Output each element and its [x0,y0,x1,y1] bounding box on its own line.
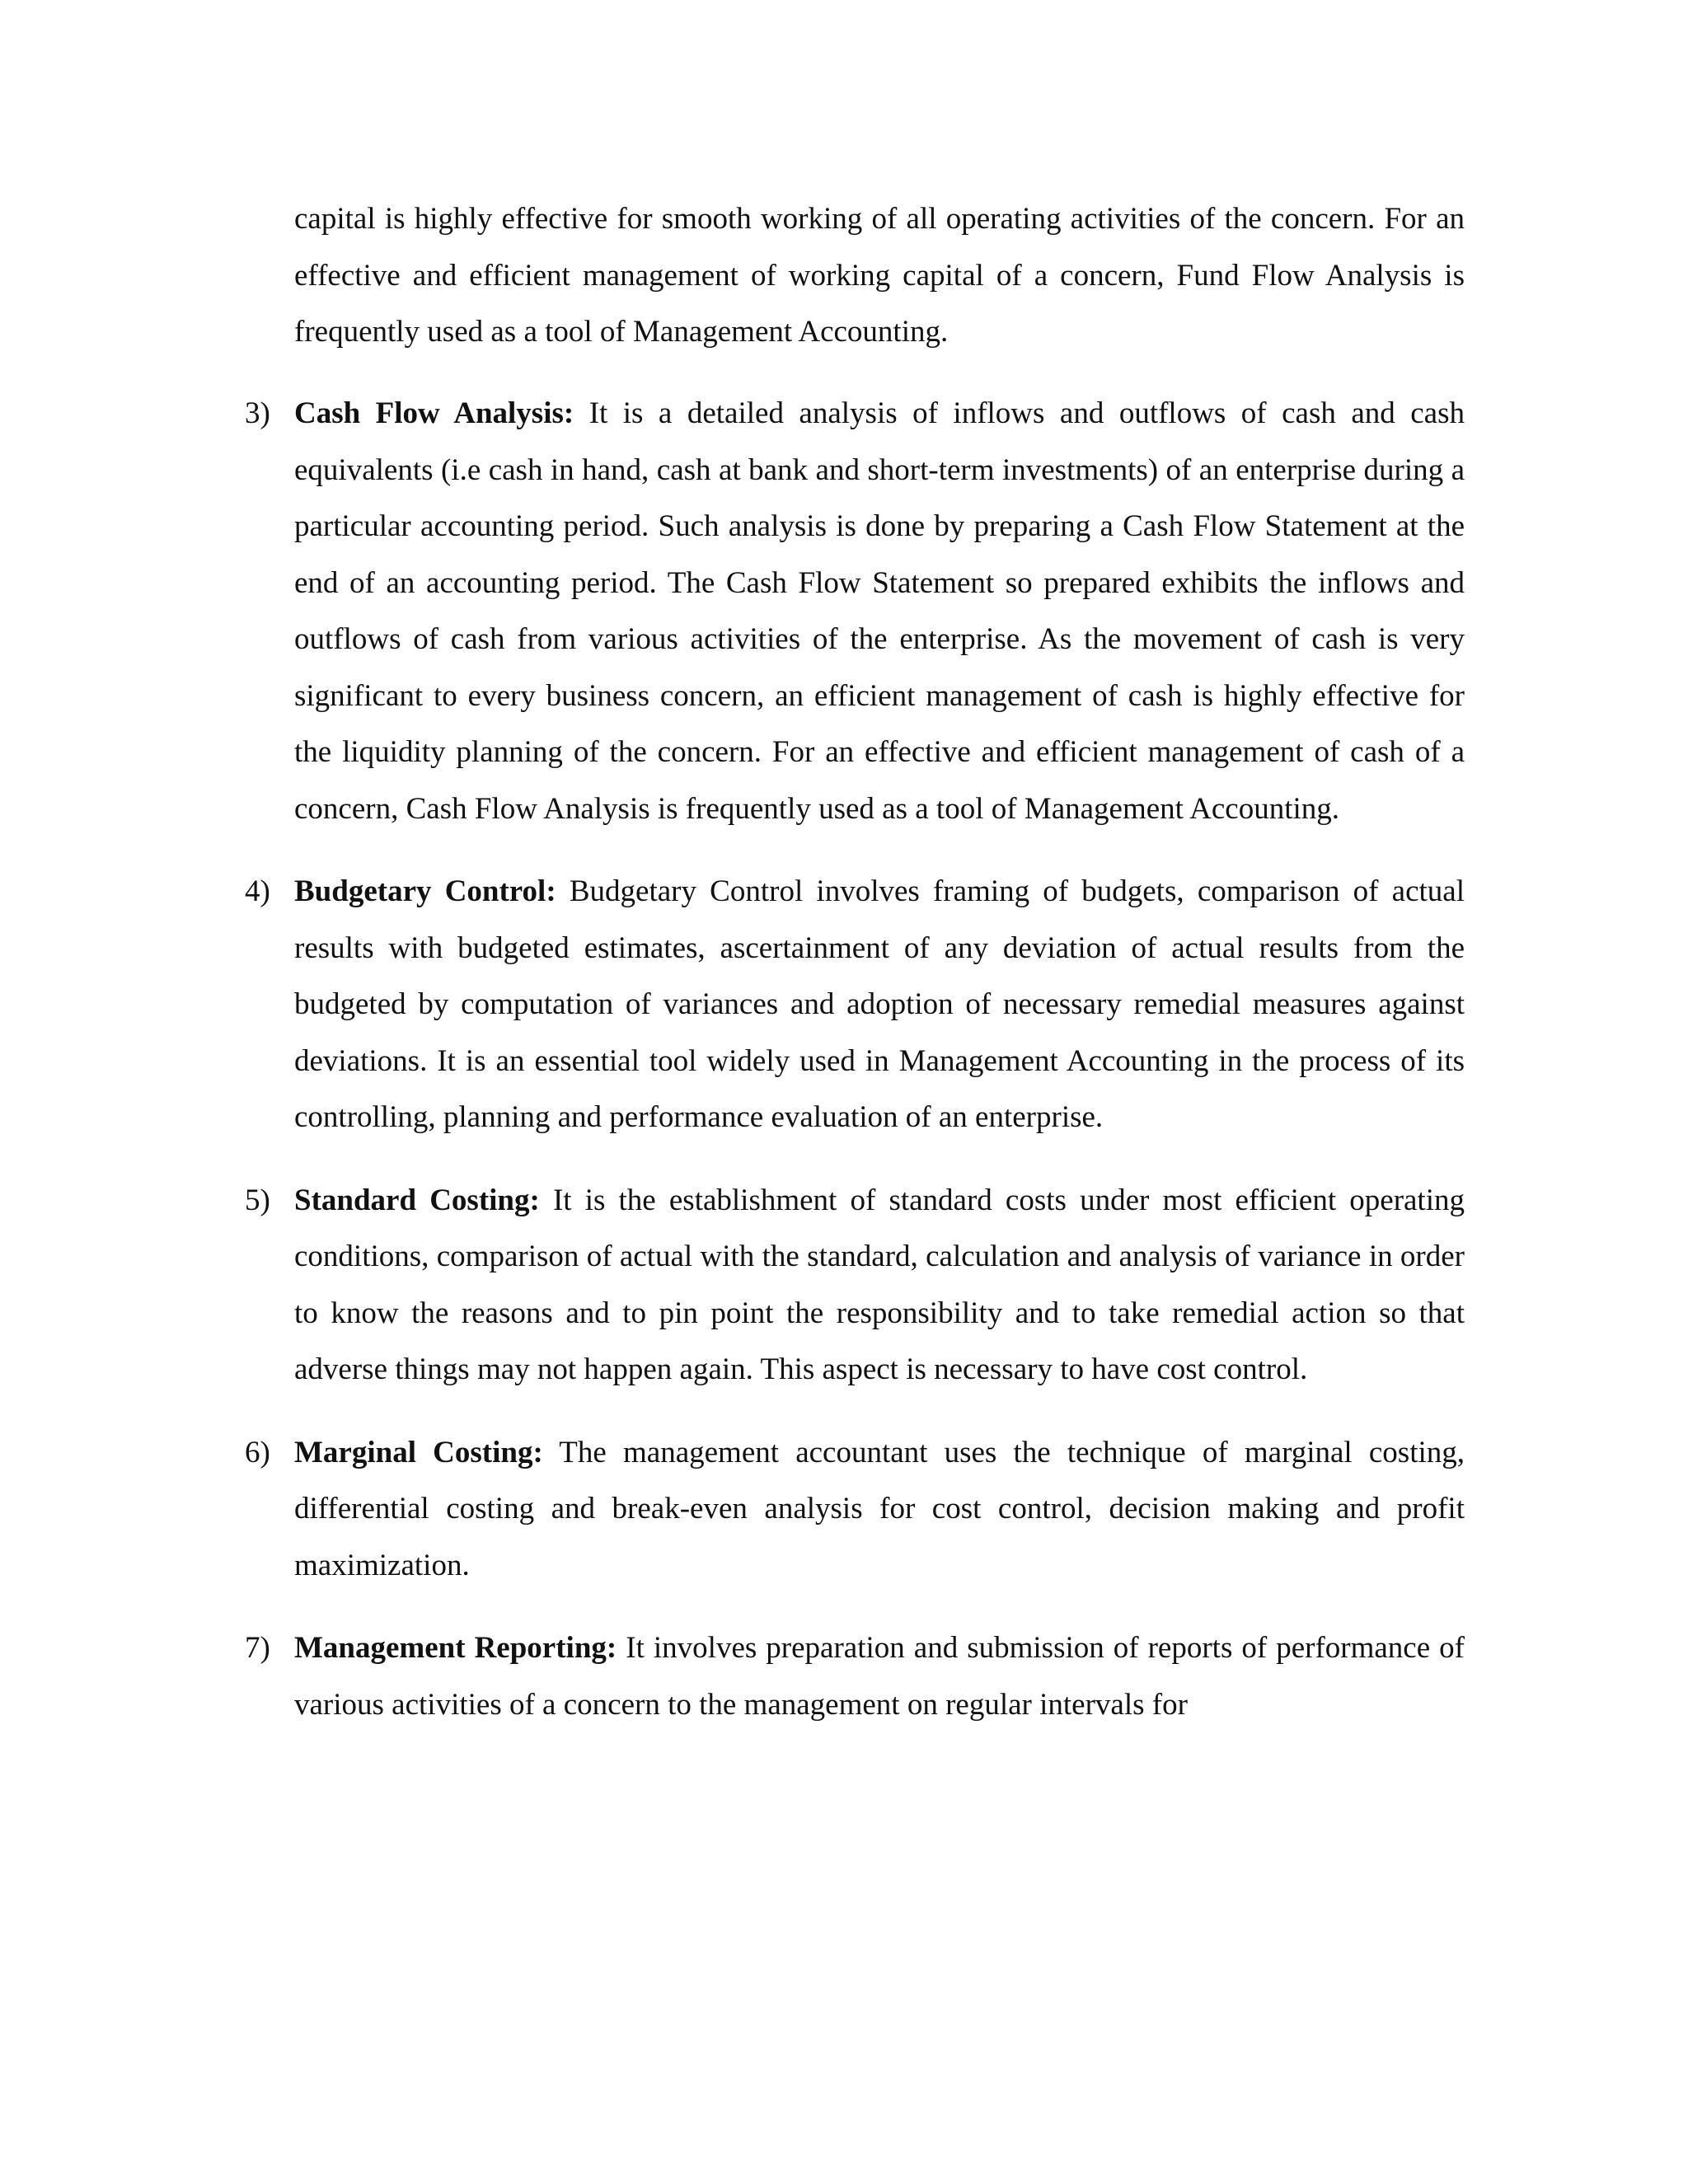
item-heading: Budgetary Control: [294,874,556,908]
item-number: 3) [245,396,270,430]
item-heading: Cash Flow Analysis: [294,396,574,430]
item-text: It is a detailed analysis of inflows and outflows of cash and cash equivalents (i.e cash in hand, cash at bank and short-term investments) of an enterprise during a particular accounting period. Such analysis is done by preparing a Cash Flow Statement at the end of an accounting period. The Cash Flow Statement so prepared exhibits the inflows and outflows of cash from various activities of the enterprise. As the movement of cash is very significant to every business concern, an efficient management of cash is highly effective for the liquidity planning of the concern. For an effective and efficient management of cash of a concern, Cash Flow Analysis is frequently used as a tool of Management Accounting. [294,396,1465,826]
continuation-paragraph: capital is highly effective for smooth working of all operating activities of the concern. For an effective and efficient management of working capital of a concern, Fund Flow Analysis is frequently used as a tool of Management Accounting. [294,202,1465,349]
list-item-marginal-costing [0,1425,1688,1595]
item-body [294,864,1465,1146]
item-text: It involves preparation and submission of reports of performance of various activities of a concern to the management on regular intervals for [294,1631,1465,1722]
item-heading: Marginal Costing: [294,1435,543,1469]
list-item-management-reporting [0,1620,1688,1733]
item-body [294,1425,1465,1595]
numbered-list [0,386,1688,1760]
list-item-cash-flow-analysis [0,386,1688,837]
item-body [294,1620,1465,1733]
item-number: 6) [245,1435,270,1469]
item-heading: Standard Costing: [294,1183,540,1217]
item-number: 5) [245,1183,270,1217]
item-text: Budgetary Control involves framing of budgets, comparison of actual results with budgeted estimates, ascertainment of any deviation of actual results from the budgeted by computation of variances and adoption of necessary remedial measures against deviations. It is an essential tool widely used in Management Accounting in the process of its controlling, planning and performance evaluation of an enterprise. [294,874,1465,1134]
item-text: It is the establishment of standard costs under most efficient operating conditions, comparison of actual with the standard, calculation and analysis of variance in order to know the reasons and to pin point the responsibility and to take remedial action so that adverse things may not happen again. This aspect is necessary to have cost control. [294,1183,1465,1386]
list-item-budgetary-control [0,864,1688,1146]
item-body [294,386,1465,837]
item-heading: Management Reporting: [294,1631,617,1665]
item-body [294,1173,1465,1399]
item-text: The management accountant uses the technique of marginal costing, differential costing and break-even analysis for cost control, decision making and profit maximization. [294,1435,1465,1582]
list-item-standard-costing [0,1173,1688,1399]
item-number: 4) [245,874,270,908]
item-number: 7) [245,1631,270,1665]
